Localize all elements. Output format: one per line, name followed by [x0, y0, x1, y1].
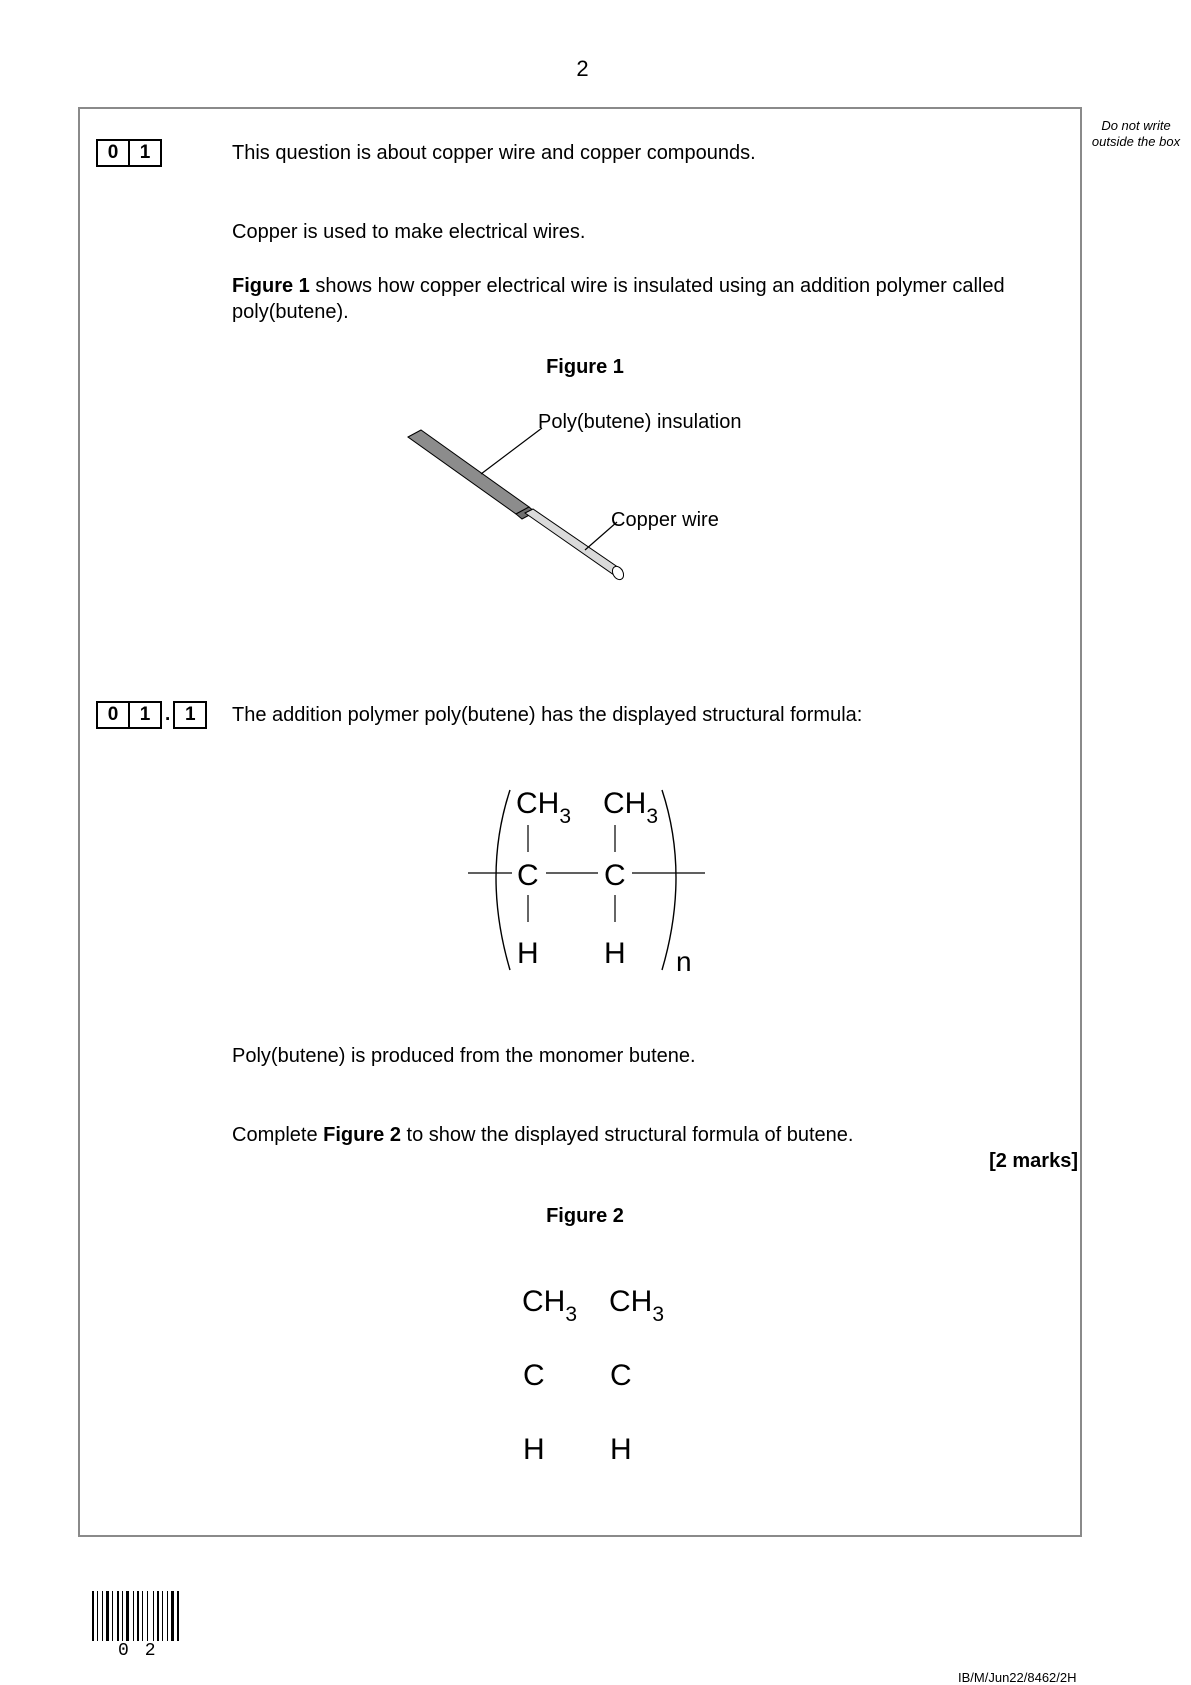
figure-reference: Figure 2 [323, 1124, 401, 1146]
insulation-label: Poly(butene) insulation [538, 411, 742, 433]
barcode-bar [153, 1591, 154, 1641]
question-paragraph [232, 273, 1052, 325]
barcode-bar [106, 1591, 109, 1641]
monomer-text: Poly(butene) is produced from the monomer butene. [232, 1045, 696, 1067]
atom-label: CH [522, 1285, 566, 1318]
butene-c-left: C [523, 1359, 545, 1392]
butene-h-right: H [610, 1433, 632, 1466]
polymer-ch3-right [603, 787, 659, 828]
insulation-leader-line [481, 428, 542, 474]
task-text [232, 1122, 853, 1148]
barcode-bar [157, 1591, 159, 1641]
subquestion-separator: . [165, 704, 171, 725]
subscript: 3 [559, 805, 572, 828]
butene-c-right: C [610, 1359, 632, 1392]
polymer-c-left: C [517, 859, 539, 892]
polymer-h-right: H [604, 937, 626, 970]
question-intro: This question is about copper wire and copper compounds. [232, 142, 756, 164]
repeat-unit-n: n [676, 946, 692, 977]
question-number-box [96, 139, 162, 167]
subscript: 3 [646, 805, 659, 828]
subquestion-number-box [96, 701, 207, 729]
subquestion-text: The addition polymer poly(butene) has the displayed structural formula: [232, 704, 863, 726]
question-paragraph: Copper is used to make electrical wires. [232, 221, 586, 243]
subquestion-digit: 1 [173, 701, 207, 729]
barcode-bar [112, 1591, 113, 1641]
polymer-h-left: H [517, 937, 539, 970]
subquestion-digit: 1 [130, 701, 162, 729]
barcode-bar [171, 1591, 174, 1641]
atom-label: CH [516, 787, 560, 820]
question-digit: 0 [96, 139, 130, 167]
right-bracket [662, 790, 676, 970]
subscript: 3 [652, 1303, 665, 1326]
margin-note: Do not write outside the box [1091, 118, 1181, 149]
marks-label: [2 marks] [989, 1150, 1078, 1172]
question-digit: 1 [130, 139, 162, 167]
barcode-bar [133, 1591, 134, 1641]
barcode-number: 02 [118, 1641, 172, 1661]
barcode-bar [92, 1591, 94, 1641]
copper-wire-shape [525, 509, 622, 575]
task-text-start: Complete [232, 1124, 324, 1146]
atom-label: CH [609, 1285, 653, 1318]
barcode [92, 1591, 202, 1641]
polymer-ch3-left [516, 787, 572, 828]
figure-reference: Figure 1 [232, 275, 310, 297]
barcode-bar [167, 1591, 168, 1641]
barcode-bar [147, 1591, 148, 1641]
barcode-bar [97, 1591, 98, 1641]
polymer-c-right: C [604, 859, 626, 892]
barcode-bar [162, 1591, 163, 1641]
barcode-bar [142, 1591, 143, 1641]
paper-code: IB/M/Jun22/8462/2H [958, 1670, 1077, 1685]
copper-wire-label: Copper wire [611, 509, 719, 531]
barcode-bar [122, 1591, 123, 1641]
butene-ch3-left [522, 1285, 578, 1326]
barcode-bar [102, 1591, 103, 1641]
figure2-title: Figure 2 [546, 1205, 624, 1227]
figure1-title: Figure 1 [546, 356, 624, 378]
insulation-shape [408, 430, 529, 514]
barcode-bar [126, 1591, 129, 1641]
butene-h-left: H [523, 1433, 545, 1466]
left-bracket [496, 790, 510, 970]
barcode-bar [177, 1591, 179, 1641]
butene-ch3-right [609, 1285, 665, 1326]
barcode-bar [137, 1591, 139, 1641]
task-text-end: to show the displayed structural formula of butene. [400, 1124, 854, 1146]
paragraph-text: shows how copper electrical wire is insulated using an addition polymer called poly(butene). [232, 275, 1005, 323]
barcode-bar [117, 1591, 119, 1641]
atom-label: CH [603, 787, 647, 820]
subquestion-digit: 0 [96, 701, 130, 729]
page-number: 2 [576, 56, 589, 81]
subscript: 3 [565, 1303, 578, 1326]
